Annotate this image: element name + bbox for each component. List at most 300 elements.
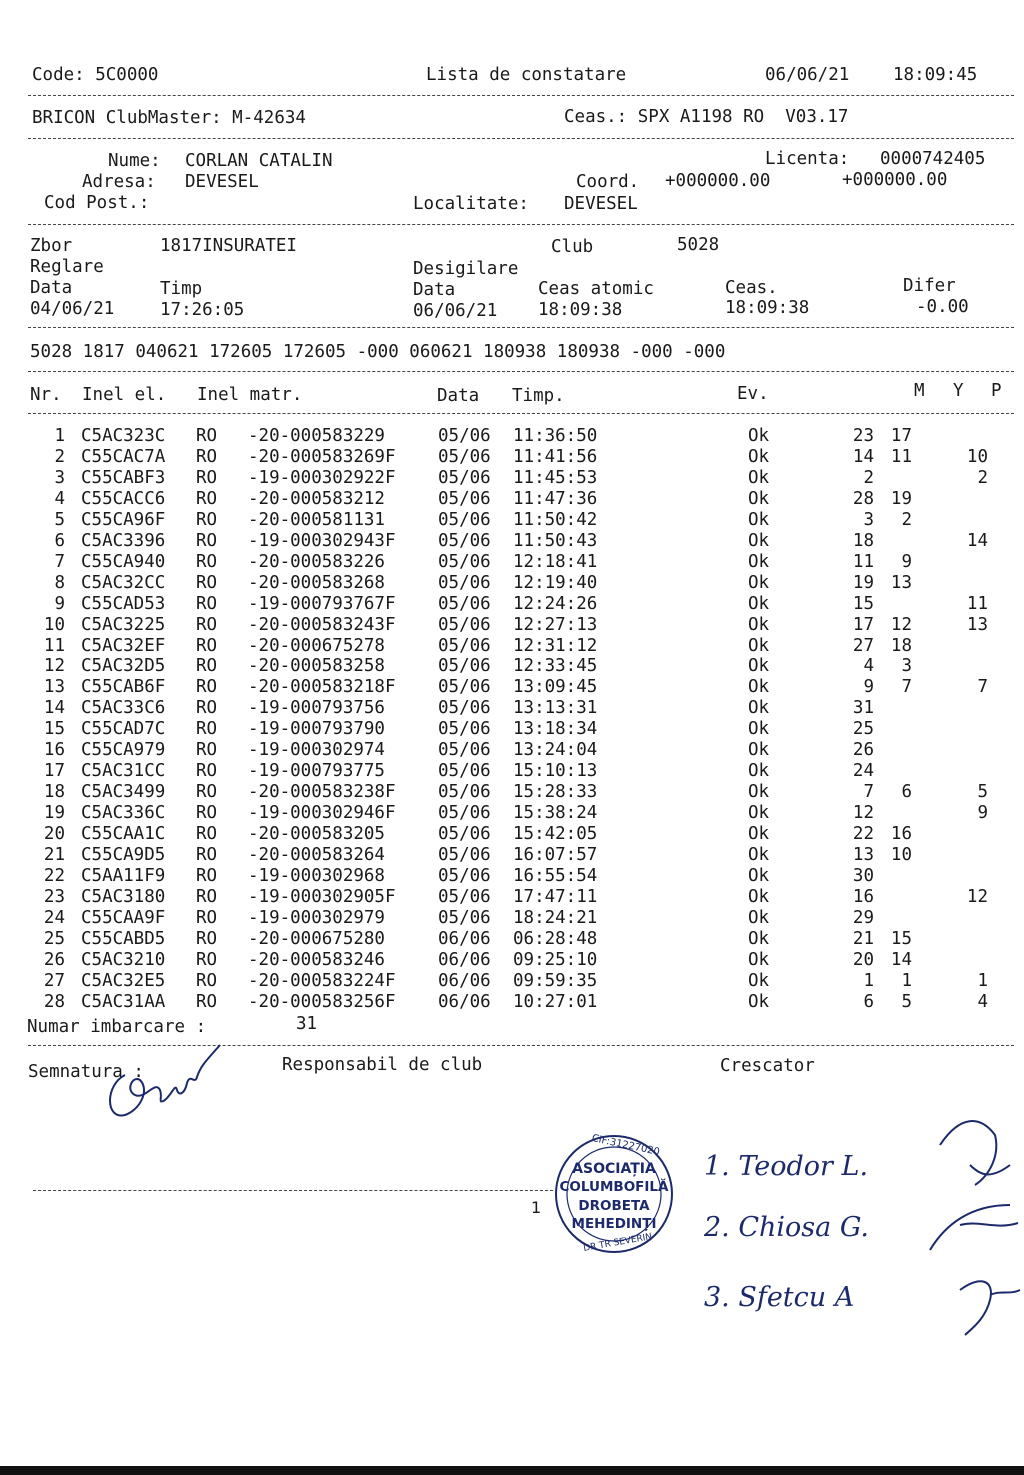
divider (28, 371, 1014, 372)
handwritten-sig3: 3. Sfetcu A (704, 1282, 855, 1313)
row-inel-el: C55CACC6 (81, 488, 166, 509)
reglare-time: 17:26:05 (160, 300, 245, 320)
row-time: 11:41:56 (513, 446, 598, 467)
col-nr: Nr. (30, 385, 62, 405)
row-inel-el: C5AC33C6 (81, 698, 166, 719)
row-m: 7 (863, 782, 874, 803)
responsabil-label: Responsabil de club (282, 1055, 483, 1075)
row-m: 18 (852, 530, 874, 551)
row-time: 17:47:11 (513, 886, 598, 907)
row-ev: Ok (748, 614, 770, 635)
stamp-line3: DROBETA (578, 1198, 650, 1214)
row-inel-el: C55CAA9F (81, 907, 166, 928)
row-inel-matr: -20-000581131 (248, 509, 385, 530)
row-inel-matr: -20-000583224F (248, 970, 396, 991)
table-row (0, 447, 1024, 468)
row-nr: 17 (43, 761, 65, 782)
row-inel-matr: -20-000583218F (248, 677, 396, 698)
row-inel-matr: -20-000583229 (248, 426, 385, 446)
row-m: 19 (852, 572, 874, 593)
row-time: 11:50:42 (513, 509, 598, 530)
col-data: Data (437, 386, 480, 406)
table-row (0, 677, 1024, 698)
col-timp: Timp. (512, 386, 565, 406)
reglare-label: Reglare (30, 257, 104, 277)
table-row (0, 761, 1024, 782)
row-date: 05/06 (438, 761, 491, 782)
data2-label: Data (413, 280, 456, 300)
data-label: Data (30, 278, 73, 298)
col-m: M (914, 381, 925, 401)
row-nr: 18 (43, 782, 65, 803)
row-country: RO (196, 593, 218, 614)
row-nr: 20 (43, 824, 65, 845)
row-country: RO (196, 635, 218, 656)
row-inel-matr: -20-000583258 (248, 656, 385, 677)
row-m: 14 (852, 446, 874, 467)
row-nr: 24 (43, 907, 65, 928)
table-row (0, 594, 1024, 615)
row-inel-matr: -20-000583246 (248, 949, 385, 970)
row-date: 05/06 (438, 865, 491, 886)
row-inel-el: C5AC32D5 (81, 656, 166, 677)
row-inel-el: C5AC32E5 (81, 970, 166, 991)
row-ev: Ok (748, 593, 770, 614)
row-p: 14 (966, 530, 988, 551)
difer-label: Difer (903, 276, 956, 296)
locality-label: Localitate: (413, 194, 529, 214)
table-row (0, 782, 1024, 803)
row-m: 29 (852, 907, 874, 928)
row-date: 06/06 (438, 970, 491, 991)
row-inel-el: C5AC32CC (81, 572, 166, 593)
scan-edge (0, 1466, 1024, 1475)
row-inel-el: C55CABD5 (81, 928, 166, 949)
table-row (0, 887, 1024, 908)
row-country: RO (196, 426, 218, 446)
row-inel-matr: -20-000675280 (248, 928, 385, 949)
row-y: 7 (901, 677, 912, 698)
row-inel-el: C5AC3396 (81, 530, 166, 551)
row-y: 14 (890, 949, 912, 970)
row-inel-matr: -19-000302946F (248, 803, 396, 824)
col-p: P (991, 381, 1002, 401)
stamp-cif: CIF:31227020 (590, 1132, 661, 1159)
row-p: 7 (977, 677, 988, 698)
row-m: 15 (852, 593, 874, 614)
row-m: 3 (863, 509, 874, 530)
row-inel-el: C5AC3180 (81, 886, 166, 907)
row-date: 05/06 (438, 824, 491, 845)
atomic-time: 18:09:38 (538, 300, 623, 320)
row-inel-el: C55CA96F (81, 509, 166, 530)
row-ev: Ok (748, 782, 770, 803)
row-inel-matr: -20-000583226 (248, 551, 385, 572)
owner-address: DEVESEL (185, 172, 259, 192)
ceas-atomic-label: Ceas atomic (538, 279, 654, 299)
row-inel-matr: -19-000302968 (248, 865, 385, 886)
row-time: 11:50:43 (513, 530, 598, 551)
table-row (0, 636, 1024, 657)
signature-scribble (95, 1035, 225, 1125)
row-country: RO (196, 677, 218, 698)
table-row (0, 866, 1024, 887)
difer-value: -0.00 (916, 297, 969, 317)
row-y: 10 (890, 845, 912, 865)
row-p: 2 (977, 467, 988, 488)
row-inel-el: C5AC32EF (81, 635, 166, 656)
row-inel-matr: -19-000302943F (248, 530, 396, 551)
row-inel-matr: -19-000793790 (248, 719, 385, 740)
row-date: 05/06 (438, 656, 491, 677)
row-inel-el: C55CAD53 (81, 593, 166, 614)
divider (28, 224, 1014, 225)
zbor-name: 1817INSURATEI (160, 236, 297, 256)
row-country: RO (196, 488, 218, 509)
row-inel-matr: -20-000583243F (248, 614, 396, 635)
semnatura-label: Semnatura : (28, 1062, 144, 1082)
row-y: 3 (901, 656, 912, 677)
row-nr: 21 (43, 845, 65, 865)
row-time: 12:27:13 (513, 614, 598, 635)
row-date: 05/06 (438, 782, 491, 803)
row-m: 6 (863, 991, 874, 1012)
table-row (0, 426, 1024, 447)
row-country: RO (196, 928, 218, 949)
row-ev: Ok (748, 928, 770, 949)
ceas-label: Ceas. (725, 278, 778, 298)
row-time: 13:18:34 (513, 719, 598, 740)
row-ev: Ok (748, 446, 770, 467)
row-date: 05/06 (438, 446, 491, 467)
row-m: 25 (852, 719, 874, 740)
table-row (0, 656, 1024, 677)
row-date: 05/06 (438, 530, 491, 551)
row-nr: 16 (43, 740, 65, 761)
desigilare-label: Desigilare (413, 259, 519, 279)
row-date: 06/06 (438, 928, 491, 949)
row-date: 05/06 (438, 635, 491, 656)
timp-label: Timp (160, 279, 203, 299)
table-row (0, 489, 1024, 510)
row-country: RO (196, 907, 218, 928)
row-ev: Ok (748, 551, 770, 572)
row-country: RO (196, 970, 218, 991)
col-y: Y (953, 381, 964, 401)
row-time: 15:28:33 (513, 782, 598, 803)
divider (28, 138, 1014, 139)
row-time: 15:38:24 (513, 803, 598, 824)
row-inel-el: C55CA979 (81, 740, 166, 761)
numar-value: 31 (296, 1014, 318, 1034)
row-nr: 12 (43, 656, 65, 677)
zbor-label: Zbor (30, 236, 73, 256)
row-date: 05/06 (438, 677, 491, 698)
row-ev: Ok (748, 719, 770, 740)
row-ev: Ok (748, 509, 770, 530)
code-label: Code: 5C0000 (32, 65, 159, 85)
row-ev: Ok (748, 572, 770, 593)
row-nr: 10 (43, 614, 65, 635)
row-m: 27 (852, 635, 874, 656)
row-time: 11:45:53 (513, 467, 598, 488)
row-inel-matr: -19-000302979 (248, 907, 385, 928)
table-row (0, 803, 1024, 824)
stamp-line4: MEHEDINȚI (571, 1216, 657, 1232)
row-m: 16 (852, 886, 874, 907)
row-ev: Ok (748, 949, 770, 970)
row-inel-el: C5AA11F9 (81, 865, 166, 886)
row-country: RO (196, 467, 218, 488)
row-m: 12 (852, 803, 874, 824)
row-inel-matr: -19-000302922F (248, 467, 396, 488)
document-title: Lista de constatare (426, 65, 627, 85)
row-ev: Ok (748, 865, 770, 886)
row-ev: Ok (748, 991, 770, 1012)
row-inel-el: C5AC31CC (81, 761, 166, 782)
row-inel-matr: -19-000793767F (248, 593, 396, 614)
page-number: 1 (531, 1198, 542, 1217)
row-inel-el: C5AC3210 (81, 949, 166, 970)
row-nr: 7 (54, 551, 65, 572)
row-y: 18 (890, 635, 912, 656)
row-inel-el: C55CAA1C (81, 824, 166, 845)
name-label: Nume: (108, 151, 161, 171)
row-inel-matr: -20-000583269F (248, 446, 396, 467)
code-line: 5028 1817 040621 172605 172605 -000 060621 180938 180938 -000 -000 (30, 342, 726, 362)
row-date: 05/06 (438, 593, 491, 614)
row-inel-matr: -20-000583264 (248, 845, 385, 865)
row-nr: 11 (43, 635, 65, 656)
row-m: 11 (852, 551, 874, 572)
row-ev: Ok (748, 970, 770, 991)
crescator-label: Crescator (720, 1056, 815, 1076)
row-nr: 23 (43, 886, 65, 907)
row-nr: 26 (43, 949, 65, 970)
divider (28, 95, 1014, 96)
row-ev: Ok (748, 845, 770, 865)
license-label: Licenta: (765, 149, 850, 169)
row-p: 12 (966, 886, 988, 907)
row-time: 12:33:45 (513, 656, 598, 677)
row-y: 17 (890, 426, 912, 446)
row-inel-el: C5AC323C (81, 426, 166, 446)
row-date: 05/06 (438, 907, 491, 928)
table-row (0, 740, 1024, 761)
coord-lon: +000000.00 (842, 170, 948, 190)
row-p: 13 (966, 614, 988, 635)
divider (28, 413, 1014, 414)
row-inel-matr: -19-000302974 (248, 740, 385, 761)
row-y: 15 (890, 928, 912, 949)
row-country: RO (196, 761, 218, 782)
handwritten-initials (900, 1105, 1024, 1345)
row-country: RO (196, 551, 218, 572)
row-m: 24 (852, 761, 874, 782)
club-number: 5028 (677, 235, 720, 255)
row-ev: Ok (748, 907, 770, 928)
row-time: 13:13:31 (513, 698, 598, 719)
row-time: 16:55:54 (513, 865, 598, 886)
owner-name: CORLAN CATALIN (185, 151, 333, 171)
desigilare-date: 06/06/21 (413, 301, 498, 321)
row-time: 09:59:35 (513, 970, 598, 991)
row-time: 12:24:26 (513, 593, 598, 614)
row-country: RO (196, 865, 218, 886)
row-country: RO (196, 803, 218, 824)
table-row (0, 531, 1024, 552)
row-time: 09:25:10 (513, 949, 598, 970)
row-country: RO (196, 572, 218, 593)
row-p: 9 (977, 803, 988, 824)
table-row (0, 615, 1024, 636)
row-date: 05/06 (438, 572, 491, 593)
ceas-time: 18:09:38 (725, 298, 810, 318)
row-inel-matr: -20-000583256F (248, 991, 396, 1012)
row-date: 05/06 (438, 467, 491, 488)
row-country: RO (196, 949, 218, 970)
row-nr: 27 (43, 970, 65, 991)
table-row (0, 510, 1024, 531)
row-date: 05/06 (438, 698, 491, 719)
row-y: 5 (901, 991, 912, 1012)
row-time: 12:18:41 (513, 551, 598, 572)
table-row (0, 971, 1024, 992)
row-date: 05/06 (438, 614, 491, 635)
row-date: 05/06 (438, 509, 491, 530)
row-country: RO (196, 614, 218, 635)
row-nr: 28 (43, 991, 65, 1012)
row-y: 9 (901, 551, 912, 572)
row-date: 06/06 (438, 991, 491, 1012)
clubmaster-id: BRICON ClubMaster: M-42634 (32, 108, 306, 128)
row-nr: 8 (54, 572, 65, 593)
stamp-line2: COLUMBOFILĂ (559, 1179, 669, 1195)
row-inel-el: C5AC3225 (81, 614, 166, 635)
table-row (0, 845, 1024, 866)
row-nr: 19 (43, 803, 65, 824)
row-y: 13 (890, 572, 912, 593)
divider (33, 1190, 553, 1191)
col-inel-el: Inel el. (82, 385, 167, 405)
row-m: 4 (863, 656, 874, 677)
stamp-bottom: DR TR SEVERIN (582, 1232, 653, 1254)
row-ev: Ok (748, 677, 770, 698)
row-m: 30 (852, 865, 874, 886)
row-time: 11:36:50 (513, 426, 598, 446)
row-y: 12 (890, 614, 912, 635)
row-ev: Ok (748, 803, 770, 824)
header-time: 18:09:45 (893, 65, 978, 85)
row-nr: 3 (54, 467, 65, 488)
row-ev: Ok (748, 824, 770, 845)
row-nr: 2 (54, 446, 65, 467)
row-time: 12:19:40 (513, 572, 598, 593)
row-m: 31 (852, 698, 874, 719)
row-time: 16:07:57 (513, 845, 598, 865)
row-country: RO (196, 719, 218, 740)
row-ev: Ok (748, 656, 770, 677)
row-m: 13 (852, 845, 874, 865)
row-time: 15:10:13 (513, 761, 598, 782)
row-country: RO (196, 845, 218, 865)
row-country: RO (196, 446, 218, 467)
row-y: 16 (890, 824, 912, 845)
handwritten-sig1: 1. Teodor L. (704, 1151, 869, 1182)
row-inel-el: C55CAB6F (81, 677, 166, 698)
row-m: 17 (852, 614, 874, 635)
row-inel-matr: -19-000793775 (248, 761, 385, 782)
row-nr: 9 (54, 593, 65, 614)
license-number: 0000742405 (880, 149, 986, 169)
row-nr: 22 (43, 865, 65, 886)
row-inel-matr: -20-000583238F (248, 782, 396, 803)
handwritten-sig2: 2. Chiosa G. (704, 1212, 870, 1243)
row-m: 28 (852, 488, 874, 509)
row-inel-matr: -20-000583212 (248, 488, 385, 509)
row-m: 2 (863, 467, 874, 488)
row-country: RO (196, 656, 218, 677)
col-inel-matr: Inel matr. (197, 385, 303, 405)
row-y: 6 (901, 782, 912, 803)
row-p: 4 (977, 991, 988, 1012)
club-stamp (553, 1133, 675, 1255)
row-country: RO (196, 530, 218, 551)
row-y: 11 (890, 446, 912, 467)
row-country: RO (196, 782, 218, 803)
row-inel-el: C55CAD7C (81, 719, 166, 740)
row-inel-matr: -20-000675278 (248, 635, 385, 656)
row-m: 21 (852, 928, 874, 949)
row-nr: 25 (43, 928, 65, 949)
row-time: 18:24:21 (513, 907, 598, 928)
row-ev: Ok (748, 530, 770, 551)
row-inel-matr: -20-000583205 (248, 824, 385, 845)
row-country: RO (196, 698, 218, 719)
row-inel-el: C55CA940 (81, 551, 166, 572)
row-time: 10:27:01 (513, 991, 598, 1012)
row-country: RO (196, 991, 218, 1012)
row-time: 12:31:12 (513, 635, 598, 656)
row-nr: 14 (43, 698, 65, 719)
col-ev: Ev. (737, 384, 769, 404)
coord-lat: +000000.00 (665, 171, 771, 191)
table-row (0, 552, 1024, 573)
postcode-label: Cod Post.: (44, 193, 150, 213)
row-time: 06:28:48 (513, 928, 598, 949)
table-row (0, 698, 1024, 719)
row-date: 06/06 (438, 949, 491, 970)
row-nr: 6 (54, 530, 65, 551)
row-nr: 5 (54, 509, 65, 530)
row-country: RO (196, 886, 218, 907)
row-ev: Ok (748, 426, 770, 446)
address-label: Adresa: (82, 172, 156, 192)
row-ev: Ok (748, 698, 770, 719)
row-y: 2 (901, 509, 912, 530)
table-row (0, 824, 1024, 845)
row-time: 15:42:05 (513, 824, 598, 845)
row-nr: 4 (54, 488, 65, 509)
row-date: 05/06 (438, 803, 491, 824)
row-m: 9 (863, 677, 874, 698)
row-inel-el: C55CAC7A (81, 446, 166, 467)
row-p: 10 (966, 446, 988, 467)
row-m: 1 (863, 970, 874, 991)
row-p: 11 (966, 593, 988, 614)
row-date: 05/06 (438, 845, 491, 865)
row-m: 22 (852, 824, 874, 845)
